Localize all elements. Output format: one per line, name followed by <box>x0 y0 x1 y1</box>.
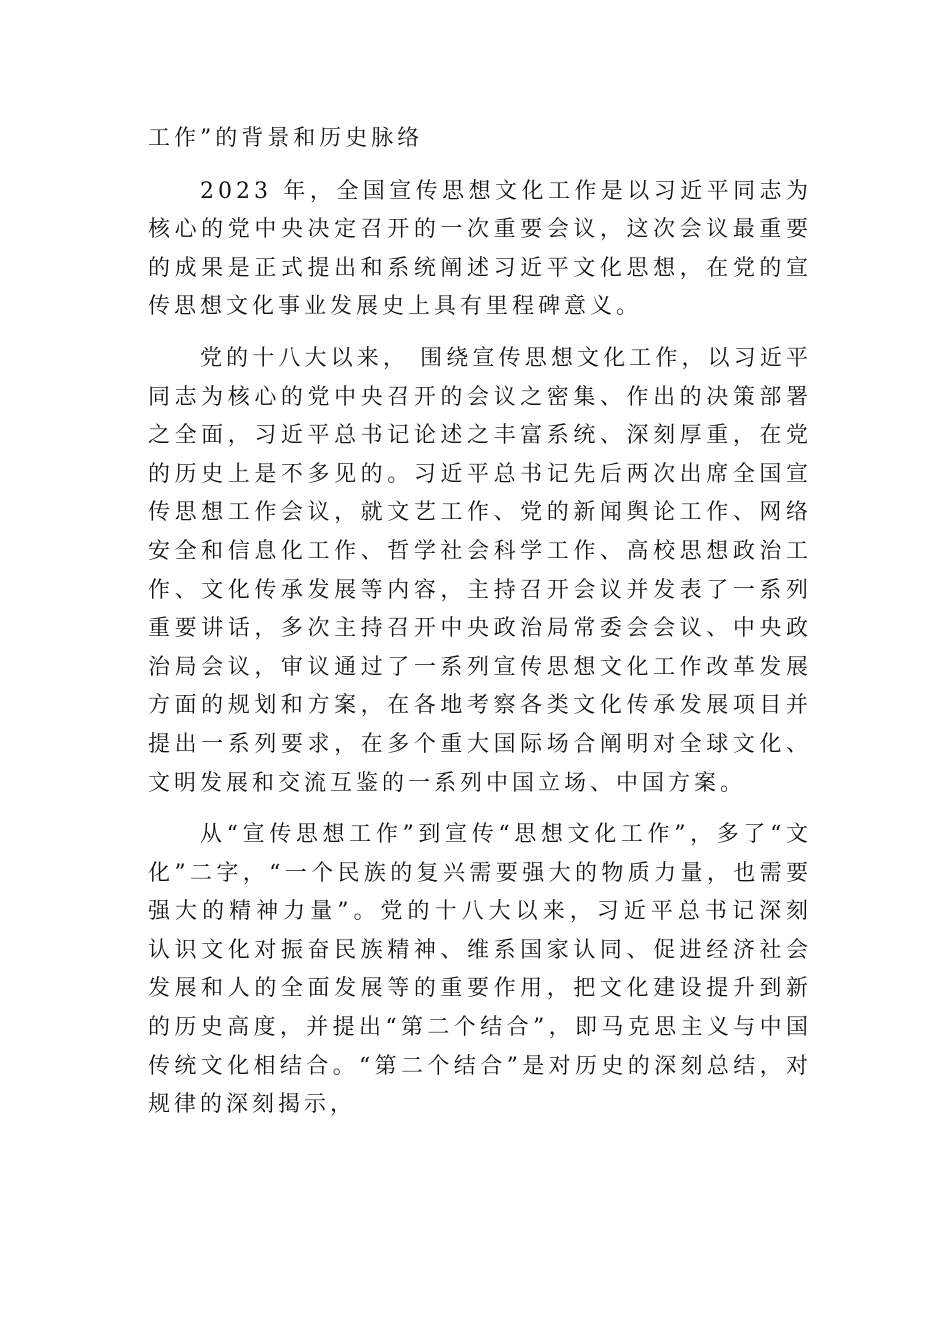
paragraph-2: 党的十八大以来， 围绕宣传思想文化工作，以习近平同志为核心的党中央召开的会议之密集、作出的决策部署之全面，习近平总书记论述之丰富系统、深刻厚重，在党的历史上是不多见的。习近平总书记先后两次出席全国宣传思想工作会议，就文艺工作、党的新闻舆论工作、网络安全和信息化工作、哲学社会科学工作、高校思想政治工作、文化传承发展等内容，主持召开会议并发表了一系列重要讲话，多次主持召开中央政治局常委会会议、中央政治局会议，审议通过了一系列宣传思想文化工作改革发展方面的规划和方案，在各地考察各类文化传承发展项目并提出一系列要求，在多个重大国际场合阐明对全球文化、文明发展和交流互鉴的一系列中国立场、中国方案。 <box>148 345 812 796</box>
paragraph-1: 2023 年，全国宣传思想文化工作是以习近平同志为核心的党中央决定召开的一次重要会议，这次会议最重要的成果是正式提出和系统阐述习近平文化思想，在党的宣传思想文化事业发展史上具有里程碑意义。 <box>148 178 812 320</box>
document-body <box>148 120 812 1138</box>
paragraph-3: 从“宣传思想工作”到宣传“思想文化工作”，多了“文化”二字，“一个民族的复兴需要强大的物质力量，也需要强大的精神力量”。党的十八大以来，习近平总书记深刻认识文化对振奋民族精神、维系国家认同、促进经济社会发展和人的全面发展等的重要作用，把文化建设提升到新的历史高度，并提出“第二个结合”，即马克思主义与中国传统文化相结合。“第二个结合”是对历史的深刻总结，对规律的深刻揭示， <box>148 822 812 1118</box>
section-heading-continuation: 工作”的背景和历史脉络 <box>148 126 424 151</box>
